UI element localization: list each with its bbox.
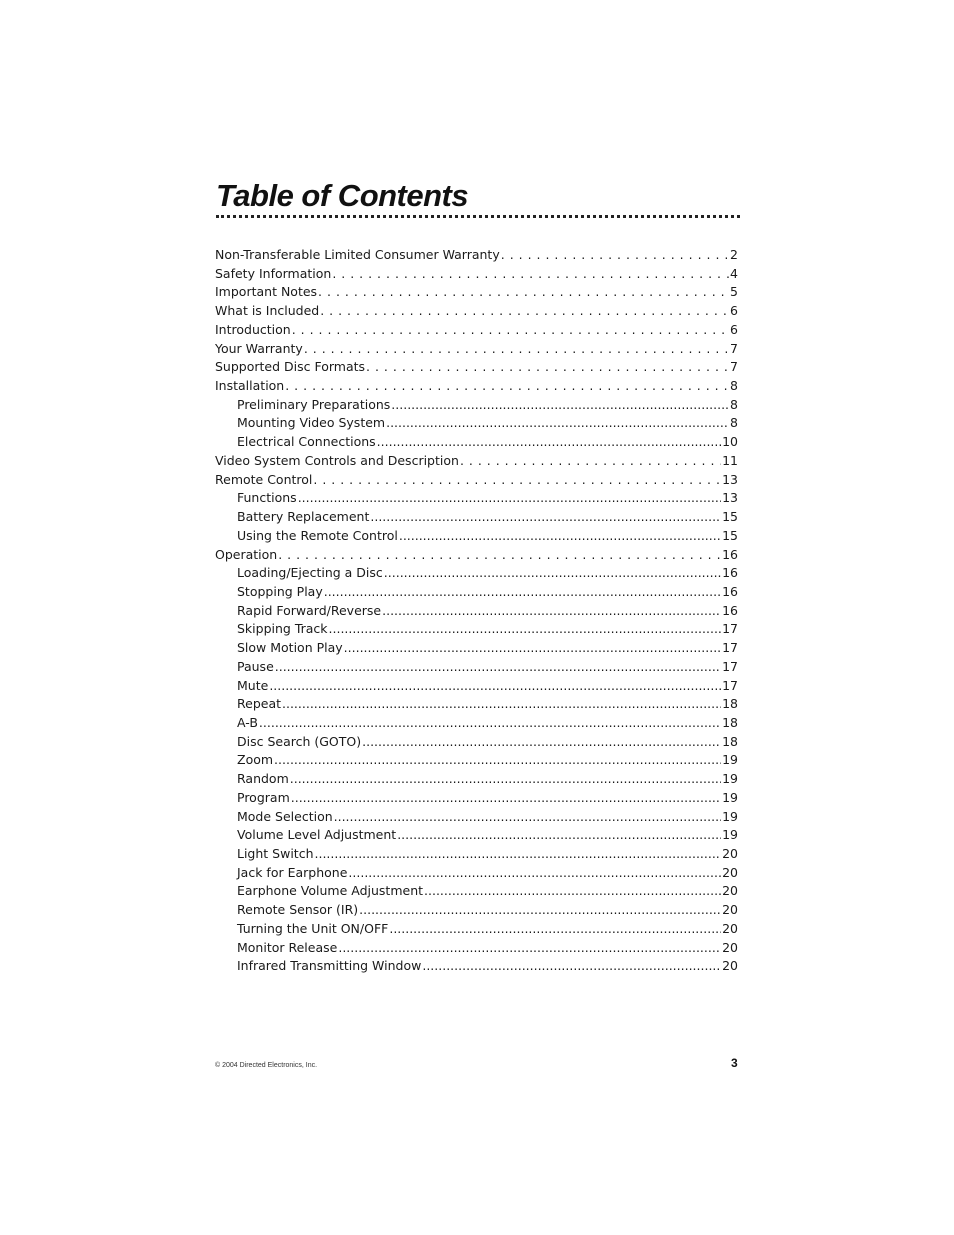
- toc-entry-page: 20: [722, 883, 738, 899]
- dot-leader: [370, 508, 721, 527]
- toc-entry-page: 7: [730, 359, 738, 375]
- title-dotted-rule: [216, 215, 740, 218]
- toc-entry-label: Using the Remote Control: [237, 527, 398, 543]
- toc-entry-page: 16: [722, 602, 738, 618]
- dot-leader: [391, 396, 729, 415]
- toc-entry-label: Light Switch: [237, 846, 314, 861]
- toc-entry-label: Program: [237, 789, 290, 805]
- toc-subentry[interactable]: [215, 864, 738, 883]
- toc-entry-label: Random: [237, 771, 289, 787]
- toc-entry-label: Stopping Play: [237, 583, 323, 599]
- toc-subentry[interactable]: [215, 901, 738, 920]
- toc-entry-page: 19: [722, 827, 738, 843]
- toc-entry-page: 16: [722, 546, 738, 562]
- toc-entry[interactable]: [215, 377, 738, 396]
- toc-entry-label: Mode Selection: [237, 808, 333, 824]
- toc-entry-label: Rapid Forward/Reverse: [237, 602, 382, 618]
- toc-entry-page: 13: [722, 471, 738, 487]
- toc-entry-label: Turning the Unit ON/OFF: [237, 920, 389, 936]
- toc-entry-label: Remote Sensor (IR): [237, 902, 359, 918]
- dot-leader: [291, 789, 721, 808]
- toc-entry-label: Supported Disc Formats: [215, 359, 366, 375]
- toc-entry-label: Non-Transferable Limited Consumer Warranty: [215, 247, 500, 262]
- toc-subentry[interactable]: [215, 414, 738, 433]
- dot-leader: [318, 283, 729, 302]
- toc-subentry[interactable]: [215, 751, 738, 770]
- dot-leader: [329, 620, 722, 639]
- toc-subentry[interactable]: [215, 695, 738, 714]
- toc-entry-page: 20: [722, 958, 738, 974]
- toc-entry[interactable]: [215, 283, 738, 302]
- dot-leader: [366, 358, 729, 377]
- toc-entry-page: 11: [722, 452, 738, 468]
- toc-entry-label: Your Warranty: [215, 340, 303, 356]
- toc-entry-page: 19: [722, 808, 738, 824]
- dot-leader: [422, 957, 721, 976]
- toc-entry-page: 10: [722, 434, 738, 450]
- toc-entry-page: 8: [730, 378, 738, 394]
- dot-leader: [292, 321, 729, 340]
- toc-subentry[interactable]: [215, 789, 738, 808]
- toc-subentry[interactable]: [215, 957, 738, 976]
- dot-leader: [315, 845, 722, 864]
- toc-entry-label: Jack for Earphone: [237, 864, 348, 880]
- toc-entry-label: A-B: [237, 714, 258, 730]
- toc-entry-label: Installation: [215, 378, 285, 394]
- dot-leader: [344, 639, 721, 658]
- dot-leader: [332, 265, 729, 284]
- toc-entry[interactable]: [215, 340, 738, 359]
- dot-leader: [298, 489, 721, 508]
- toc-entry-label: Disc Search (GOTO): [237, 733, 362, 749]
- toc-entry-page: 6: [730, 303, 738, 319]
- toc-entry-page: 20: [722, 846, 738, 861]
- toc-subentry[interactable]: [215, 639, 738, 658]
- toc-entry-label: Skipping Track: [237, 621, 328, 637]
- toc-entry-label: Electrical Connections: [237, 434, 376, 450]
- toc-entry-page: 15: [722, 509, 738, 525]
- toc-entry-label: Mute: [237, 677, 269, 693]
- dot-leader: [389, 920, 721, 939]
- dot-leader: [460, 452, 721, 471]
- dot-leader: [290, 770, 721, 789]
- dot-leader: [313, 471, 721, 490]
- page-title: Table of Contents: [216, 178, 469, 213]
- toc-entry-page: 18: [722, 714, 738, 730]
- dot-leader: [384, 564, 721, 583]
- toc-entry-label: Remote Control: [215, 471, 313, 487]
- toc-entry-label: Earphone Volume Adjustment: [237, 883, 424, 899]
- toc-entry-page: 18: [722, 696, 738, 712]
- toc-entry-page: 17: [722, 658, 738, 674]
- toc-entry-label: Pause: [237, 658, 274, 674]
- toc-entry-page: 17: [722, 621, 738, 637]
- toc-subentry[interactable]: [215, 620, 738, 639]
- toc-entry-label: Mounting Video System: [237, 415, 386, 431]
- dot-leader: [259, 714, 721, 733]
- toc-subentry[interactable]: [215, 733, 738, 752]
- dot-leader: [501, 246, 729, 265]
- toc-entry-label: Safety Information: [215, 265, 332, 281]
- dot-leader: [274, 751, 721, 770]
- toc-subentry[interactable]: [215, 508, 738, 527]
- toc-entry-label: Preliminary Preparations: [237, 396, 391, 412]
- dot-leader: [399, 527, 721, 546]
- toc-subentry[interactable]: [215, 396, 738, 415]
- table-of-contents: [215, 246, 738, 976]
- toc-entry-page: 5: [730, 284, 738, 300]
- toc-entry-page: 13: [722, 490, 738, 506]
- toc-entry-label: Slow Motion Play: [237, 640, 343, 656]
- dot-leader: [304, 340, 729, 359]
- dot-leader: [282, 695, 721, 714]
- toc-entry-label: Repeat: [237, 696, 282, 712]
- dot-leader: [424, 882, 721, 901]
- toc-subentry[interactable]: [215, 770, 738, 789]
- toc-subentry[interactable]: [215, 564, 738, 583]
- copyright-notice: © 2004 Directed Electronics, Inc.: [215, 1062, 318, 1069]
- dot-leader: [269, 677, 721, 696]
- toc-subentry[interactable]: [215, 845, 738, 864]
- toc-entry[interactable]: [215, 546, 738, 565]
- toc-entry-label: Important Notes: [215, 284, 318, 300]
- toc-subentry[interactable]: [215, 826, 738, 845]
- dot-leader: [278, 546, 721, 565]
- toc-entry[interactable]: [215, 471, 738, 490]
- dot-leader: [285, 377, 729, 396]
- toc-subentry[interactable]: [215, 602, 738, 621]
- toc-subentry[interactable]: [215, 808, 738, 827]
- toc-entry-label: Infrared Transmitting Window: [237, 958, 422, 974]
- dot-leader: [359, 901, 721, 920]
- toc-entry[interactable]: [215, 358, 738, 377]
- dot-leader: [382, 602, 721, 621]
- toc-subentry[interactable]: [215, 433, 738, 452]
- dot-leader: [338, 939, 721, 958]
- toc-entry-page: 20: [722, 939, 738, 955]
- toc-entry-page: 18: [722, 733, 738, 749]
- toc-entry-page: 7: [730, 340, 738, 356]
- toc-subentry[interactable]: [215, 920, 738, 939]
- toc-entry-page: 15: [722, 527, 738, 543]
- dot-leader: [386, 414, 729, 433]
- toc-entry-page: 8: [730, 396, 738, 412]
- toc-entry[interactable]: [215, 302, 738, 321]
- toc-subentry[interactable]: [215, 882, 738, 901]
- dot-leader: [362, 733, 721, 752]
- toc-entry-page: 19: [722, 752, 738, 768]
- toc-entry-label: Functions: [237, 490, 297, 506]
- toc-entry-page: 16: [722, 583, 738, 599]
- toc-entry-label: Monitor Release: [237, 939, 338, 955]
- toc-entry-page: 19: [722, 789, 738, 805]
- toc-entry-label: Loading/Ejecting a Disc: [237, 565, 383, 581]
- toc-entry-page: 17: [722, 677, 738, 693]
- toc-entry-page: 20: [722, 920, 738, 936]
- toc-entry-page: 6: [730, 321, 738, 337]
- toc-subentry[interactable]: [215, 677, 738, 696]
- toc-entry-page: 16: [722, 565, 738, 581]
- toc-entry-page: 20: [722, 902, 738, 918]
- toc-entry-page: 4: [730, 265, 738, 281]
- toc-entry[interactable]: [215, 265, 738, 284]
- toc-subentry[interactable]: [215, 527, 738, 546]
- toc-subentry[interactable]: [215, 658, 738, 677]
- toc-entry[interactable]: [215, 246, 738, 265]
- toc-subentry[interactable]: [215, 714, 738, 733]
- toc-entry-page: 17: [722, 640, 738, 656]
- dot-leader: [397, 826, 721, 845]
- dot-leader: [334, 808, 721, 827]
- toc-subentry[interactable]: [215, 489, 738, 508]
- toc-entry-label: Introduction: [215, 321, 291, 337]
- dot-leader: [275, 658, 721, 677]
- toc-entry-page: 2: [730, 247, 738, 262]
- toc-entry-label: Video System Controls and Description: [215, 452, 459, 468]
- toc-entry-label: Volume Level Adjustment: [237, 827, 397, 843]
- toc-entry-page: 8: [730, 415, 738, 431]
- toc-subentry[interactable]: [215, 939, 738, 958]
- dot-leader: [324, 583, 721, 602]
- dot-leader: [348, 864, 721, 883]
- page-number: 3: [731, 1056, 738, 1070]
- toc-entry-label: What is Included: [215, 303, 320, 319]
- toc-entry[interactable]: [215, 321, 738, 340]
- dot-leader: [377, 433, 721, 452]
- toc-entry[interactable]: [215, 452, 738, 471]
- toc-entry-label: Zoom: [237, 752, 274, 768]
- toc-entry-page: 20: [722, 864, 738, 880]
- toc-entry-label: Operation: [215, 546, 278, 562]
- dot-leader: [320, 302, 729, 321]
- toc-entry-label: Battery Replacement: [237, 509, 370, 525]
- toc-entry-page: 19: [722, 771, 738, 787]
- toc-subentry[interactable]: [215, 583, 738, 602]
